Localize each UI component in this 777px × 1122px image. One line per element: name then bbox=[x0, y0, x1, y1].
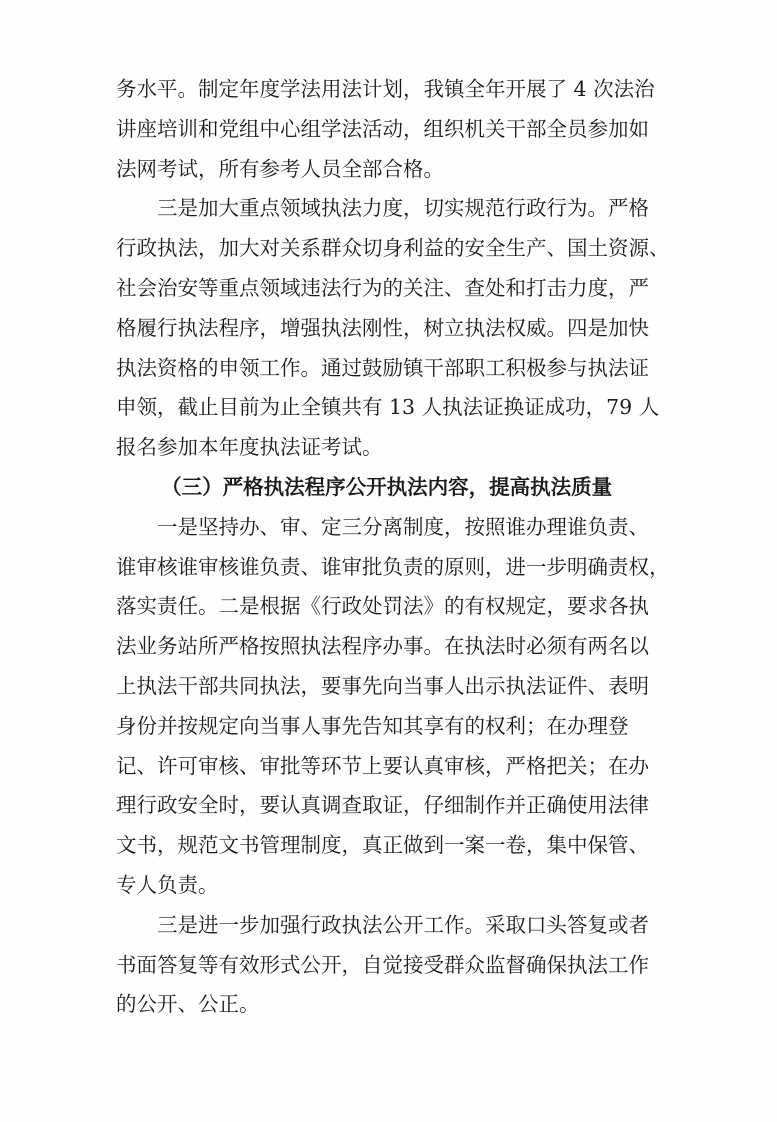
text-line: 专人负责。 bbox=[116, 872, 219, 897]
text-line: 落实责任。二是根据《行政处罚法》的有权规定，要求各执 bbox=[116, 594, 649, 619]
text-line: 行政执法，加大对关系群众切身利益的安全生产、国土资源、 bbox=[116, 236, 670, 261]
text-line: 法网考试，所有参考人员全部合格。 bbox=[116, 156, 444, 181]
text-line: 执法资格的申领工作。通过鼓励镇干部职工积极参与执法证 bbox=[116, 355, 649, 380]
text-line: 申领，截止目前为止全镇共有 13 人执法证换证成功，79 人 bbox=[116, 395, 660, 420]
section-heading bbox=[116, 468, 676, 508]
text-line: 务水平。制定年度学法用法计划，我镇全年开展了 4 次法治 bbox=[116, 77, 655, 101]
document-body bbox=[116, 70, 676, 1025]
paragraph bbox=[116, 189, 676, 468]
text-line: 格履行执法程序，增强执法刚性，树立执法权威。四是加快 bbox=[116, 315, 649, 340]
text-line: 理行政安全时，要认真调查取证，仔细制作并正确使用法律 bbox=[116, 793, 649, 818]
text-line: 讲座培训和党组中心组学法活动，组织机关干部全员参加如 bbox=[116, 116, 649, 141]
text-line: 的公开、公正。 bbox=[116, 992, 260, 1017]
paragraph bbox=[116, 70, 676, 189]
text-line: 上执法干部共同执法，要事先向当事人出示执法证件、表明 bbox=[116, 673, 649, 698]
text-line: 身份并按规定向当事人事先告知其享有的权利；在办理登 bbox=[116, 713, 629, 738]
text-line: （三）严格执法程序公开执法内容，提高执法质量 bbox=[161, 474, 613, 499]
text-line: 法业务站所严格按照执法程序办事。在执法时必须有两名以 bbox=[116, 634, 649, 659]
text-line: 记、许可审核、审批等环节上要认真审核，严格把关；在办 bbox=[116, 753, 649, 778]
text-line: 三是进一步加强行政执法公开工作。采取口头答复或者 bbox=[157, 912, 649, 937]
text-line: 书面答复等有效形式公开，自觉接受群众监督确保执法工作 bbox=[116, 952, 649, 977]
text-line: 谁审核谁审核谁负责、谁审批负责的原则，进一步明确责权， bbox=[116, 554, 670, 579]
paragraph bbox=[116, 906, 676, 1025]
text-line: 社会治安等重点领域违法行为的关注、查处和打击力度，严 bbox=[116, 275, 649, 300]
text-line: 报名参加本年度执法证考试。 bbox=[116, 435, 383, 460]
text-line: 文书，规范文书管理制度，真正做到一案一卷，集中保管、 bbox=[116, 833, 649, 858]
text-line: 一是坚持办、审、定三分离制度，按照谁办理谁负责、 bbox=[157, 514, 649, 539]
text-line: 三是加大重点领域执法力度，切实规范行政行为。严格 bbox=[157, 196, 649, 221]
paragraph bbox=[116, 508, 676, 906]
